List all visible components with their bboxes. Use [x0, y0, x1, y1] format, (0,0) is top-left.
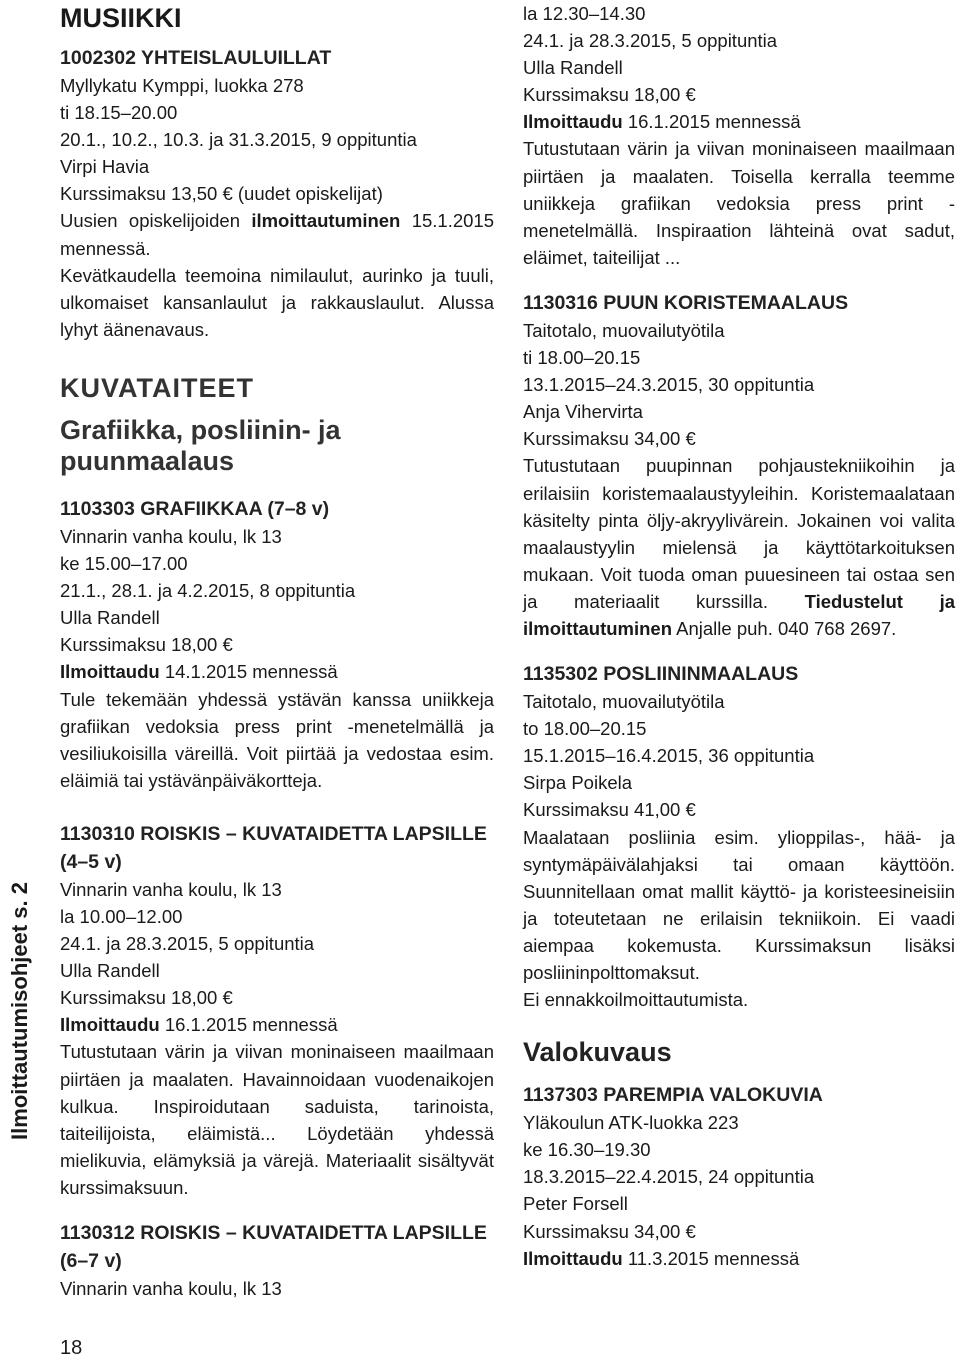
description-text: Tutustutaan puupinnan pohjaustekniikoihin ja erilaisiin koristemaalaustyyleihin. Koristemaalataan käsitelty pinta öljy-akryylivärein. Jokainen voi valita maalaustyylin mielensä ja käyttötarkoituksen mukaan. Voit tuoda oman puuesineen tai ostaa sen ja materiaalit kurssilla.	[523, 455, 955, 612]
left-column	[60, 0, 494, 1302]
course-place: Myllykatu Kymppi, luokka 278	[60, 75, 304, 96]
course-fee: Kurssimaksu 34,00 €	[523, 1220, 696, 1242]
course-fee: Kurssimaksu 18,00 €	[60, 634, 233, 656]
course-roiskis-6-7-continued	[523, 0, 955, 271]
course-fee: Kurssimaksu 34,00 €	[523, 428, 696, 450]
course-place: Taitotalo, muovailutyötila	[523, 691, 725, 713]
course-registration	[523, 108, 955, 135]
course-roiskis-4-5	[60, 820, 494, 1201]
registration-label: Ilmoittaudu	[523, 1247, 623, 1269]
section-heading-music: MUSIIKKI	[60, 3, 182, 33]
course-roiskis-6-7	[60, 1219, 494, 1302]
course-dates: 21.1., 28.1. ja 4.2.2015, 8 oppituntia	[60, 580, 356, 602]
course-title: 1130312 ROISKIS – KUVATAIDETTA LAPSILLE (6–7 v)	[60, 1222, 487, 1272]
course-dates: 13.1.2015–24.3.2015, 30 oppituntia	[523, 374, 815, 396]
page-number: 18	[60, 1337, 83, 1359]
inquiry-label: Tiedustelut ja ilmoittautuminen	[523, 590, 956, 639]
side-label: Ilmoittautumisohjeet s. 2	[7, 882, 32, 1140]
course-place: Vinnarin vanha koulu, lk 13	[60, 1278, 282, 1299]
course-time: ti 18.15–20.00	[60, 102, 178, 124]
registration-deadline: 16.1.2015 mennessä	[627, 111, 801, 133]
course-registration	[60, 1011, 494, 1038]
course-time: ke 16.30–19.30	[523, 1139, 651, 1161]
registration-deadline: 15.1.2015 mennessä.	[60, 210, 494, 259]
course-title: 1002302 YHTEISLAULUILLAT	[60, 47, 332, 69]
course-note: Ei ennakkoilmoittautumista.	[523, 989, 749, 1011]
course-dates: 18.3.2015–22.4.2015, 24 oppituntia	[523, 1166, 815, 1188]
course-dates: 15.1.2015–16.4.2015, 36 oppituntia	[523, 745, 815, 767]
registration-deadline: 16.1.2015 mennessä	[164, 1014, 338, 1036]
right-column	[523, 0, 955, 1272]
course-teacher: Ulla Randell	[60, 960, 160, 982]
registration-label: Ilmoittaudu	[523, 111, 623, 133]
course-fee: Kurssimaksu 18,00 €	[523, 84, 696, 106]
course-teacher: Sirpa Poikela	[523, 772, 633, 794]
course-description: Kevätkaudella teemoina nimilaulut, aurinko ja tuuli, ulkomaiset kansanlaulut ja rakkauslaulut. Alussa lyhyt äänenavaus.	[60, 264, 494, 340]
course-registration	[523, 1245, 955, 1272]
course-puun-koristemaalaus	[523, 289, 955, 642]
course-fee: Kurssimaksu 13,50 € (uudet opiskelijat)	[60, 183, 383, 205]
course-description: Tutustutaan värin ja viivan moninaiseen maailmaan piirtäen ja maalaten. Havainnoidaan vuodenaikojen kulkua. Inspiroidutaan saduista, tarinoista, taiteilijoista, eläimistä... Löydetään yhdessä mielikuvia, elämyksiä ja värejä. Materiaalit sisältyvät kurssimaksuun.	[60, 1041, 494, 1198]
course-fee: Kurssimaksu 41,00 €	[523, 799, 696, 821]
course-teacher: Ulla Randell	[523, 57, 623, 79]
course-teacher: Peter Forsell	[523, 1193, 628, 1215]
course-parempia-valokuvia	[523, 1081, 955, 1272]
course-place: Vinnarin vanha koulu, lk 13	[60, 878, 282, 900]
registration-deadline: 11.3.2015 mennessä	[627, 1247, 800, 1269]
subsection-heading: Grafiikka, posliinin- ja puunmaalaus	[60, 414, 341, 476]
course-teacher: Anja Vihervirta	[523, 401, 643, 423]
course-title: 1130310 ROISKIS – KUVATAIDETTA LAPSILLE (4–5 v)	[60, 822, 487, 873]
course-posliininmaalaus	[523, 660, 955, 1013]
course-time: to 18.00–20.15	[523, 718, 647, 740]
course-place: Vinnarin vanha koulu, lk 13	[60, 525, 282, 547]
course-title: 1135302 POSLIININMAALAUS	[523, 663, 799, 686]
course-teacher: Virpi Havia	[60, 156, 150, 178]
course-description: Tule tekemään yhdessä ystävän kanssa uniikkeja grafiikan vedoksia press print -menetelmällä ja vesiliukoisilla väreillä. Voit piirtää ja vedostaa esim. eläimiä tai ystävänpäiväkortteja.	[60, 688, 494, 791]
course-grafiikkaa	[60, 495, 494, 794]
side-tab	[0, 882, 40, 1302]
course-dates: 20.1., 10.2., 10.3. ja 31.3.2015, 9 oppituntia	[60, 129, 417, 151]
course-time: la 12.30–14.30	[523, 3, 646, 24]
course-fee: Kurssimaksu 18,00 €	[60, 987, 233, 1009]
course-description: Tutustutaan värin ja viivan moninaiseen maailmaan piirtäen ja maalaten. Toisella kerralla teemme uniikkeja grafiikan vedoksia press print -menetelmällä. Inspiraation lähteinä ovat sadut, eläimet, taiteilijat ...	[523, 138, 955, 268]
course-registration	[60, 207, 494, 261]
course-place: Taitotalo, muovailutyötila	[523, 319, 725, 341]
inquiry-contact: Anjalle puh. 040 768 2697.	[676, 617, 897, 639]
section-heading-photography: Valokuvaus	[523, 1037, 672, 1068]
course-description: Maalataan posliinia esim. ylioppilas-, hää- ja syntymäpäivälahjaksi tai omaan käyttöön. Suunnitellaan omat mallit käyttö- ja koristeesineisiin ja toteutetaan ne erilaisin tekniikoin. Ei vaadi aiempaa kokemusta. Kurssimaksun lisäksi posliininpolttomaksut.	[523, 826, 955, 983]
course-dates: 24.1. ja 28.3.2015, 5 oppituntia	[60, 933, 315, 955]
course-title: 1103303 GRAFIIKKAA (7–8 v)	[60, 497, 330, 520]
registration-label: Ilmoittaudu	[60, 661, 160, 683]
registration-prefix: Uusien opiskelijoiden	[60, 210, 240, 232]
course-title: 1137303 PAREMPIA VALOKUVIA	[523, 1084, 823, 1107]
course-title: 1130316 PUUN KORISTEMAALAUS	[523, 291, 849, 314]
section-heading-arts: KUVATAITEET	[60, 372, 254, 403]
course-registration	[60, 658, 494, 685]
course-description	[523, 452, 955, 642]
course-place: Yläkoulun ATK-luokka 223	[523, 1112, 739, 1134]
course-yhteislauluillat	[60, 44, 494, 343]
course-time: ke 15.00–17.00	[60, 553, 188, 575]
course-time: la 10.00–12.00	[60, 905, 183, 927]
registration-deadline: 14.1.2015 mennessä	[164, 661, 338, 683]
registration-label: ilmoittautuminen	[251, 210, 401, 232]
registration-label: Ilmoittaudu	[60, 1014, 160, 1036]
course-dates: 24.1. ja 28.3.2015, 5 oppituntia	[523, 30, 778, 52]
course-teacher: Ulla Randell	[60, 607, 160, 629]
course-time: ti 18.00–20.15	[523, 347, 641, 369]
